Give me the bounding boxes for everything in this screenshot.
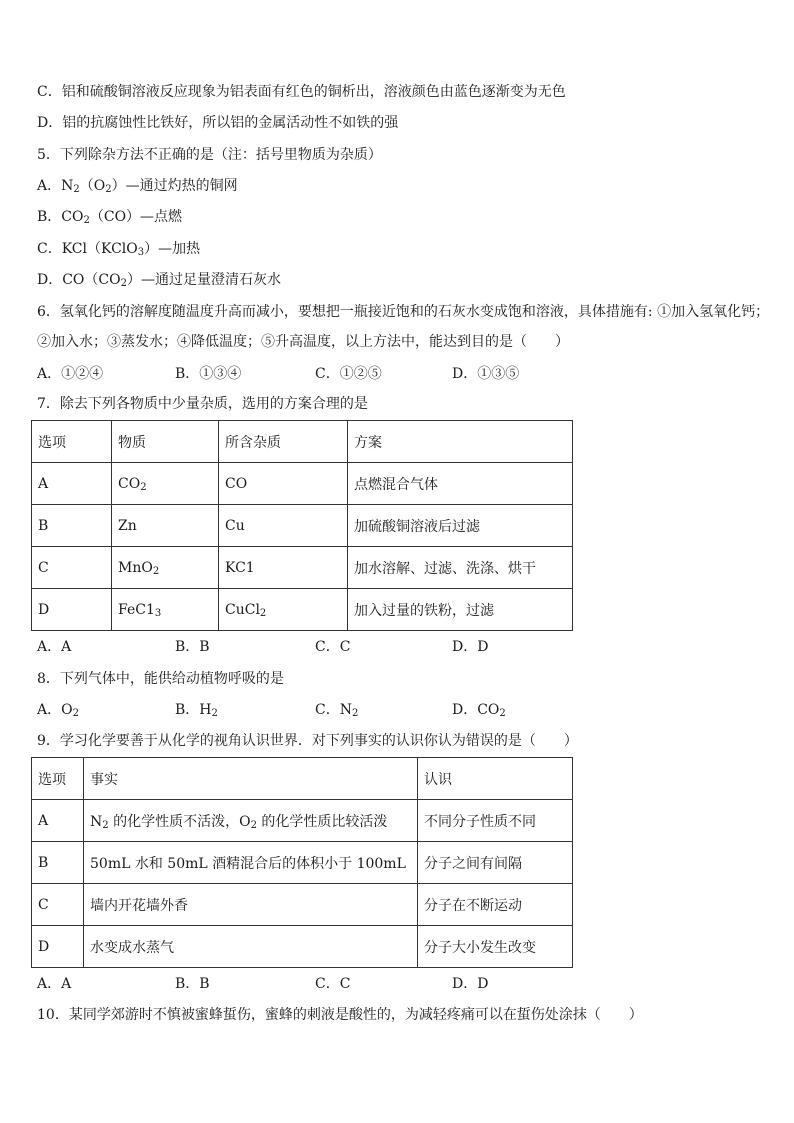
q7-option: C．C <box>315 639 351 655</box>
table-cell: 点燃混合气体 <box>348 463 573 505</box>
q7-option: A．A <box>37 639 72 655</box>
table-cell: 分子在不断运动 <box>418 884 573 926</box>
q6-option: D．①③⑤ <box>452 366 520 382</box>
table-cell: B <box>32 505 112 547</box>
q7-option: B．B <box>175 639 210 655</box>
q5-option-a: A．$N_2(O_2)—$通过灼热的铜网 <box>37 178 238 195</box>
question-9-table <box>31 757 573 968</box>
question-5-stem: 5．下列除杂方法不正确的是（注：括号里物质为杂质） <box>37 147 382 163</box>
table-cell: D <box>32 926 84 968</box>
table-cell: B <box>32 842 84 884</box>
q8-option: B．$H_2$ <box>175 702 218 719</box>
table-row <box>32 589 573 631</box>
question-9-stem: 9．学习化学要善于从化学的视角认识世界．对下列事实的认识你认为错误的是（ ） <box>37 733 578 749</box>
table-header-cell: 事实 <box>84 758 418 800</box>
q9-option: B．B <box>175 976 210 992</box>
table-cell: 水变成水蒸气 <box>84 926 418 968</box>
table-cell: CO <box>219 463 348 505</box>
table-cell: Cu <box>219 505 348 547</box>
q9-options <box>37 975 597 993</box>
table-row <box>32 463 573 505</box>
table-header-row <box>32 421 573 463</box>
table-cell: A <box>32 463 112 505</box>
table-row <box>32 547 573 589</box>
table-cell: 加水溶解、过滤、洗涤、烘干 <box>348 547 573 589</box>
table-cell: 加硫酸铜溶液后过滤 <box>348 505 573 547</box>
table-row <box>32 884 573 926</box>
q6-option: A．①②④ <box>37 366 104 382</box>
table-cell: D <box>32 589 112 631</box>
question-8-stem: 8．下列气体中，能供给动植物呼吸的是 <box>37 671 284 687</box>
table-cell: 加入过量的铁粉，过滤 <box>348 589 573 631</box>
table-cell: KC1 <box>219 547 348 589</box>
table-cell: 分子之间有间隔 <box>418 842 573 884</box>
table-row <box>32 800 573 842</box>
q6-option: B．①③④ <box>175 366 242 382</box>
question-7-stem: 7．除去下列各物质中少量杂质，选用的方案合理的是 <box>37 396 368 412</box>
table-cell: 墙内开花墙外香 <box>84 884 418 926</box>
table-header-cell: 物质 <box>112 421 219 463</box>
q5-option-b: B．$CO_2(CO)—$点燃 <box>37 209 183 226</box>
question-10-stem: 10．某同学郊游时不慎被蜜蜂蜇伤，蜜蜂的刺液是酸性的，为减轻疼痛可以在蜇伤处涂抹（ ） <box>37 1007 643 1023</box>
q8-option: C．$N_2$ <box>315 702 359 719</box>
q4-option-d: D．铝的抗腐蚀性比铁好，所以铝的金属活动性不如铁的强 <box>37 115 399 131</box>
q8-options <box>37 701 597 719</box>
q6-options <box>37 365 597 383</box>
table-header-cell: 方案 <box>348 421 573 463</box>
q7-option: D．D <box>452 639 489 655</box>
q7-options <box>37 638 597 656</box>
table-cell: 不同分子性质不同 <box>418 800 573 842</box>
table-cell: $CO_2$ <box>112 463 219 505</box>
question-7-table <box>31 420 573 631</box>
table-cell: 分子大小发生改变 <box>418 926 573 968</box>
table-header-cell: 选项 <box>32 421 112 463</box>
q4-option-c: C．铝和硫酸铜溶液反应现象为铝表面有红色的铜析出，溶液颜色由蓝色逐渐变为无色 <box>37 84 566 100</box>
table-row <box>32 842 573 884</box>
table-cell: MnO$_2$ <box>112 547 219 589</box>
q8-option: D．$CO_2$ <box>452 702 506 719</box>
question-6-stem-line1: 6．氢氧化钙的溶解度随温度升高而减小，要想把一瓶接近饱和的石灰水变成饱和溶液，具体措施有: ①加入氢氧化钙； <box>37 304 770 320</box>
table-header-row <box>32 758 573 800</box>
table-header-cell: 所含杂质 <box>219 421 348 463</box>
table-cell: C <box>32 547 112 589</box>
table-cell: C <box>32 884 84 926</box>
q8-option: A．$O_2$ <box>37 702 79 719</box>
q9-option: C．C <box>315 976 351 992</box>
table-cell: $FeC1_3$ <box>112 589 219 631</box>
question-6-stem-line2: ②加入水；③蒸发水；④降低温度；⑤升高温度，以上方法中，能达到目的是（ ） <box>37 334 569 350</box>
table-row <box>32 926 573 968</box>
table-header-cell: 认识 <box>418 758 573 800</box>
table-cell: CuCl$_2$ <box>219 589 348 631</box>
q9-option: A．A <box>37 976 72 992</box>
q5-option-d: D．$CO(CO_2)—$通过足量澄清石灰水 <box>37 272 281 289</box>
table-cell: 50mL 水和 50mL 酒精混合后的体积小于 100mL <box>84 842 418 884</box>
table-cell: $N_2$ 的化学性质不活泼，$O_2$ 的化学性质比较活泼 <box>84 800 418 842</box>
table-header-cell: 选项 <box>32 758 84 800</box>
table-cell: A <box>32 800 84 842</box>
table-cell: Zn <box>112 505 219 547</box>
q6-option: C．①②⑤ <box>315 366 382 382</box>
table-row <box>32 505 573 547</box>
q5-option-c: C．KCl（KClO$_3$）—加热 <box>37 241 201 258</box>
q9-option: D．D <box>452 976 489 992</box>
